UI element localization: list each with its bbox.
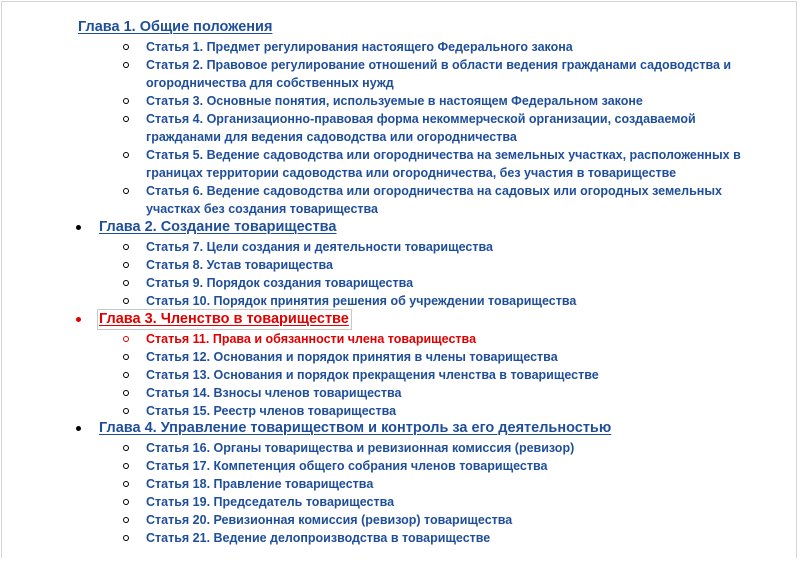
circle-bullet-icon	[123, 535, 129, 541]
article-7-link[interactable]: Статья 7. Цели создания и деятельности товарищества	[146, 238, 762, 256]
chapter-title: Глава 2. Создание товарищества	[99, 219, 337, 235]
article-8-link[interactable]: Статья 8. Устав товарищества	[146, 256, 762, 274]
article-4-link[interactable]: Статья 4. Организационно-правовая форма некоммерческой организации, создаваемой гражданами для ведения садоводства или огородничества	[146, 110, 762, 146]
article-1-link[interactable]: Статья 1. Предмет регулирования настоящего Федерального закона	[146, 38, 762, 56]
circle-bullet-icon	[123, 499, 129, 505]
article-17-link[interactable]: Статья 17. Компетенция общего собрания членов товарищества	[146, 457, 762, 475]
chapter-title: Глава 3. Членство в товариществе	[99, 311, 349, 327]
article-16-link[interactable]: Статья 16. Органы товарищества и ревизионная комиссия (ревизор)	[146, 439, 762, 457]
article-10-link[interactable]: Статья 10. Порядок принятия решения об учреждении товарищества	[146, 292, 762, 310]
circle-bullet-icon	[123, 280, 129, 286]
circle-bullet-icon	[123, 244, 129, 250]
article-12-link[interactable]: Статья 12. Основания и порядок принятия в члены товарищества	[146, 348, 762, 366]
circle-bullet-icon	[123, 463, 129, 469]
article-19-link[interactable]: Статья 19. Председатель товарищества	[146, 493, 762, 511]
article-9-link[interactable]: Статья 9. Порядок создания товарищества	[146, 274, 762, 292]
chapter-4-link[interactable]	[99, 419, 611, 437]
article-6-link[interactable]: Статья 6. Ведение садоводства или огородничества на садовых или огородных земельных участках без создания товарищества	[146, 182, 762, 218]
disc-bullet-icon	[76, 225, 81, 230]
circle-bullet-icon	[123, 262, 129, 268]
circle-bullet-icon	[123, 44, 129, 50]
chapter-3-link[interactable]	[99, 310, 349, 328]
chapter-1-link[interactable]	[78, 18, 272, 36]
circle-bullet-icon	[123, 298, 129, 304]
article-15-link[interactable]: Статья 15. Реестр членов товарищества	[146, 402, 762, 420]
circle-bullet-icon	[123, 481, 129, 487]
circle-bullet-icon	[123, 188, 129, 194]
article-20-link[interactable]: Статья 20. Ревизионная комиссия (ревизор) товарищества	[146, 511, 762, 529]
article-2-link[interactable]: Статья 2. Правовое регулирование отношений в области ведения гражданами садоводства и огородничества для собственных нужд	[146, 56, 762, 92]
article-14-link[interactable]: Статья 14. Взносы членов товарищества	[146, 384, 762, 402]
chapter-title: Глава 4. Управление товариществом и контроль за его деятельностью	[99, 420, 612, 436]
circle-bullet-icon	[123, 390, 129, 396]
article-21-link[interactable]: Статья 21. Ведение делопроизводства в товариществе	[146, 529, 762, 547]
chapter-2-link[interactable]	[99, 218, 336, 236]
circle-bullet-icon	[123, 62, 129, 68]
disc-bullet-icon	[76, 426, 81, 431]
circle-bullet-icon	[123, 408, 129, 414]
chapter-title: Глава 1. Общие положения	[78, 19, 273, 35]
circle-bullet-icon	[123, 152, 129, 158]
article-13-link[interactable]: Статья 13. Основания и порядок прекращения членства в товариществе	[146, 366, 762, 384]
circle-bullet-icon	[123, 116, 129, 122]
article-18-link[interactable]: Статья 18. Правление товарищества	[146, 475, 762, 493]
circle-bullet-icon	[123, 98, 129, 104]
article-3-link[interactable]: Статья 3. Основные понятия, используемые в настоящем Федеральном законе	[146, 92, 762, 110]
circle-bullet-icon	[123, 372, 129, 378]
circle-bullet-icon	[123, 354, 129, 360]
circle-bullet-icon	[123, 517, 129, 523]
article-11-link[interactable]: Статья 11. Права и обязанности члена товарищества	[146, 330, 762, 348]
article-5-link[interactable]: Статья 5. Ведение садоводства или огородничества на земельных участках, расположенных в границах территории садоводства или огородничества, без участия в товариществе	[146, 146, 762, 182]
disc-bullet-icon	[76, 317, 81, 322]
circle-bullet-icon	[123, 336, 129, 342]
circle-bullet-icon	[123, 445, 129, 451]
